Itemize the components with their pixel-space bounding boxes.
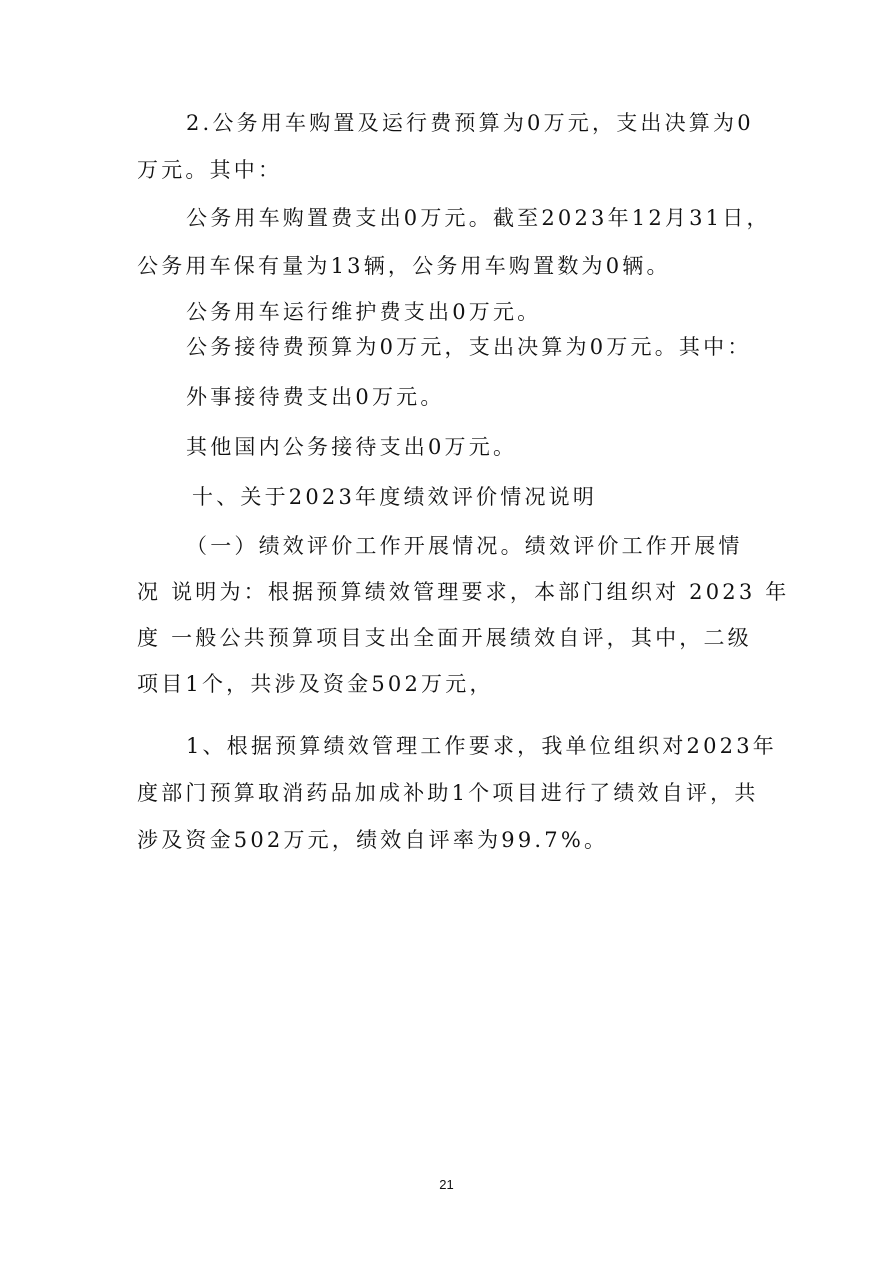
- paragraph-line: 外事接待费支出0万元。: [186, 385, 445, 409]
- paragraph-line: 公务接待费预算为0万元，支出决算为0万元。其中：: [186, 335, 752, 359]
- section-heading: 十、关于2023年度绩效评价情况说明: [192, 485, 598, 509]
- paragraph-line: 度 一般公共预算项目支出全面开展绩效自评，其中，二级: [137, 626, 752, 650]
- paragraph-line: 项目1个，共涉及资金502万元，: [137, 672, 494, 696]
- paragraph-line: 2.公务用车购置及运行费预算为0万元，支出决算为0: [186, 111, 754, 135]
- paragraph-line: 1、根据预算绩效管理工作要求，我单位组织对2023年: [186, 734, 778, 758]
- paragraph-line: 涉及资金502万元，绩效自评率为99.7%。: [137, 828, 609, 852]
- paragraph-line: 万元。其中：: [137, 158, 283, 182]
- paragraph-line: 公务用车购置费支出0万元。截至2023年12月31日，: [186, 206, 771, 230]
- paragraph-line: 公务用车保有量为13辆，公务用车购置数为0辆。: [137, 254, 671, 278]
- paragraph-line: 其他国内公务接待支出0万元。: [186, 435, 518, 459]
- paragraph-line: 度部门预算取消药品加成补助1个项目进行了绩效自评，共: [137, 781, 759, 805]
- paragraph-line: 况 说明为：根据预算绩效管理要求，本部门组织对 2023 年: [137, 580, 790, 604]
- subsection-heading: （一）绩效评价工作开展情况。绩效评价工作开展情: [186, 534, 743, 558]
- paragraph-line: 公务用车运行维护费支出0万元。: [186, 300, 542, 324]
- page-number: 21: [439, 1177, 454, 1192]
